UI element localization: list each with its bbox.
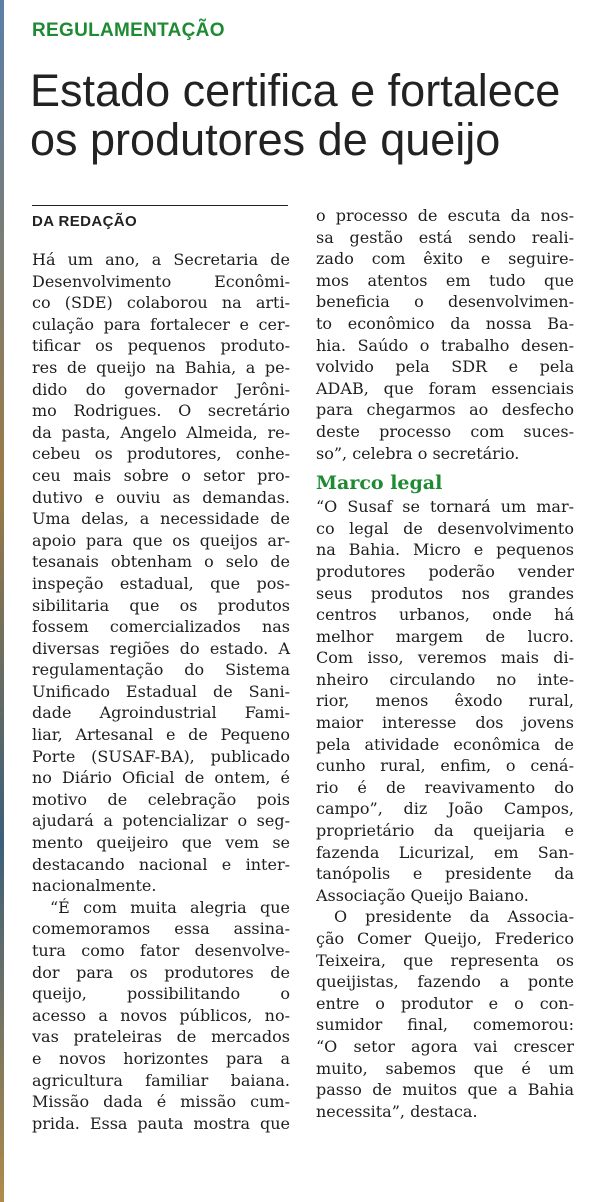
text-line: “O Susaf se tornará um mar- <box>316 497 574 517</box>
text-line: O presidente da Associa- <box>334 907 574 927</box>
text-line: o processo de escuta da nos- <box>316 206 574 225</box>
text-line: mento queijeiro que vem se <box>32 833 290 853</box>
text-line: Porte (SUSAF-BA), publicado <box>32 746 290 766</box>
text-line: Uma delas, a necessidade de <box>32 509 290 529</box>
text-line: dutivo e ouviu as demandas. <box>32 487 290 507</box>
headline-line: Estado certifica e fortalece <box>30 65 561 116</box>
text-line: dido do governador Jerôni- <box>32 379 290 399</box>
text-line: produtores poderão vender <box>316 561 574 581</box>
text-line: motivo de celebração pois <box>32 789 290 809</box>
text-line: no Diário Oficial de ontem, é <box>32 768 290 788</box>
text-line: melhor margem de lucro. <box>316 626 574 646</box>
text-line: co legal de desenvolvimento <box>316 518 574 538</box>
text-line: sa gestão está sendo reali- <box>316 227 574 247</box>
text-line: ceu mais sobre o setor pro- <box>32 465 290 485</box>
text-line: destacando nacional e inter- <box>32 854 290 874</box>
text-line: beneficia o desenvolvimen- <box>316 292 574 312</box>
text-line: to econômico da nossa Ba- <box>316 313 574 333</box>
text-line: tura como fator desenvolve- <box>32 941 290 960</box>
text-line: regulamentação do Sistema <box>32 660 290 680</box>
text-line: culação para fortalecer e cer- <box>32 314 290 334</box>
text-line: na Bahia. Micro e pequenos <box>316 540 574 560</box>
text-line: mos atentos em tudo que <box>316 270 574 290</box>
text-line: fazenda Licurizal, em San- <box>316 842 574 862</box>
text-line: vas prateleiras de mercados <box>32 1027 290 1047</box>
text-line: “É com muita alegria que <box>50 897 290 917</box>
column-text-block <box>316 205 574 464</box>
text-line: tificar os pequenos produto- <box>32 336 290 356</box>
text-line: ajudará a potencializar o seg- <box>32 811 290 831</box>
subhead: Marco legal <box>316 472 443 495</box>
headline-line: os produtores de queijo <box>30 114 501 165</box>
text-line: Unificado Estadual de Sani- <box>32 681 290 701</box>
text-line: res de queijo na Bahia, a pe- <box>32 357 290 377</box>
text-line: para chegarmos ao desfecho <box>316 400 574 420</box>
text-line: co (SDE) colaborou na arti- <box>32 293 290 313</box>
text-line: tanópolis e presidente da <box>316 864 574 884</box>
section-kicker: REGULAMENTAÇÃO <box>32 20 225 41</box>
text-line: Teixeira, que representa os <box>316 950 574 970</box>
text-line: dor para os produtores de <box>32 962 290 982</box>
text-line: hia. Saúdo o trabalho desen- <box>316 335 574 355</box>
text-line: comemoramos essa assina- <box>32 919 290 939</box>
text-line: Desenvolvimento Econômi- <box>32 271 290 291</box>
text-line: Com isso, veremos mais di- <box>316 648 574 668</box>
text-line: liar, Artesanal e de Pequeno <box>32 725 290 745</box>
text-line: cebeu os produtores, conhe- <box>32 444 290 464</box>
text-line: sibilitaria que os produtos <box>32 595 290 615</box>
text-line: entre o produtor e o con- <box>316 993 574 1013</box>
text-line: Associação Queijo Baiano. <box>316 885 529 905</box>
headline <box>30 66 590 164</box>
text-line: rior, menos êxodo rural, <box>316 691 574 711</box>
byline: DA REDAÇÃO <box>32 213 138 230</box>
text-line: muito, sabemos que é um <box>316 1058 574 1078</box>
text-line: Missão dada é missão cum- <box>32 1092 290 1112</box>
text-line: maior interesse dos jovens <box>316 713 574 733</box>
text-line: sumidor final, comemorou: <box>316 1015 574 1035</box>
text-line: proprietário da queijaria e <box>316 821 574 841</box>
text-line: apoio para que os queijos ar- <box>32 530 290 550</box>
text-line: Há um ano, a Secretaria de <box>32 250 290 269</box>
text-line: zado com êxito e seguire- <box>316 249 574 269</box>
text-line: dade Agroindustrial Fami- <box>32 703 290 723</box>
text-line: e novos horizontes para a <box>32 1048 290 1068</box>
article-column-left <box>32 249 290 1134</box>
text-line: queijo, possibilitando o <box>32 984 290 1004</box>
article-column-right <box>316 205 574 1122</box>
text-line: centros urbanos, onde há <box>316 605 574 625</box>
text-line: mo Rodrigues. O secretário <box>32 401 290 421</box>
text-line: seus produtos nos grandes <box>316 583 574 603</box>
column-text-block <box>316 496 574 1122</box>
text-line: volvido pela SDR e pela <box>316 357 574 377</box>
text-line: agricultura familiar baiana. <box>32 1070 290 1090</box>
text-line: cunho rural, enfim, o cená- <box>316 756 574 776</box>
page-edge-photo-strip <box>0 0 4 1202</box>
text-line: ADAB, que foram essenciais <box>316 378 574 398</box>
text-line: inspeção estadual, que pos- <box>32 573 290 593</box>
text-line: necessita”, destaca. <box>316 1101 478 1121</box>
text-line: prida. Essa pauta mostra que <box>32 1113 290 1133</box>
text-line: deste processo com suces- <box>316 421 574 441</box>
text-line: pela atividade econômica de <box>316 734 574 754</box>
text-line: tesanais obtenham o selo de <box>32 552 290 572</box>
text-line: passo de muitos que a Bahia <box>316 1080 574 1100</box>
text-line: ção Comer Queijo, Frederico <box>316 929 574 948</box>
text-line: fossem comercializados nas <box>32 617 290 637</box>
text-line: campo”, diz João Campos, <box>316 799 574 819</box>
text-line: so”, celebra o secretário. <box>316 443 520 463</box>
text-line: diversas regiões do estado. A <box>32 638 290 658</box>
text-line: “O setor agora vai crescer <box>316 1036 574 1056</box>
byline-rule <box>32 205 288 206</box>
text-line: da pasta, Angelo Almeida, re- <box>32 422 290 442</box>
text-line: nheiro circulando no inte- <box>316 669 574 689</box>
text-line: nacionalmente. <box>32 876 157 896</box>
text-line: acesso a novos públicos, no- <box>32 1005 290 1025</box>
text-line: queijistas, fazendo a ponte <box>316 972 574 992</box>
text-line: rio é de reavivamento do <box>316 777 574 797</box>
